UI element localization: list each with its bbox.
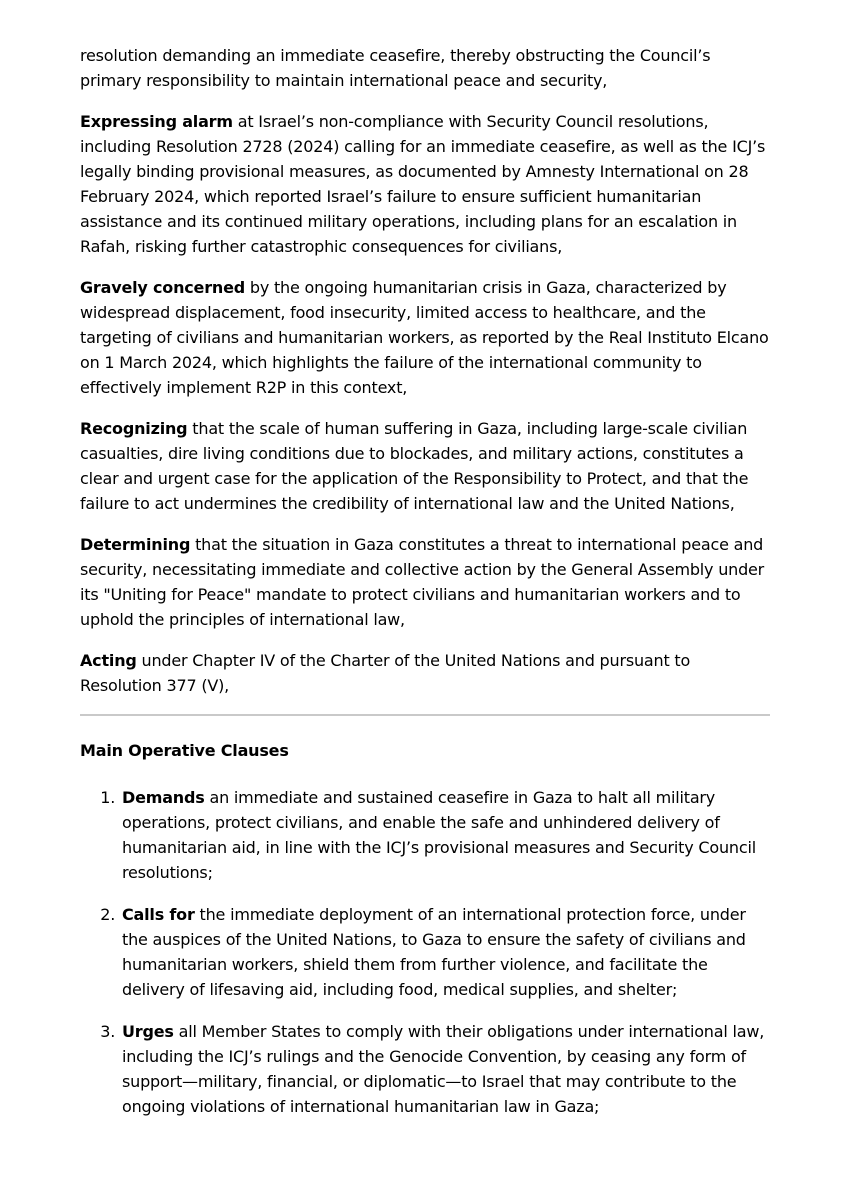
paragraph-text: that the scale of human suffering in Gaza, including large-scale civilian casualties, dire living conditions due to blockades, and military actions, constitutes a clear and urgent case for the application of the Responsibility to Protect, and that the failure to act undermines the credibility of international law and the United Nations, [80,419,749,513]
preamble-lead: Expressing alarm [80,112,233,131]
section-heading: Main Operative Clauses [80,741,289,760]
intro-continuation-paragraph [80,43,770,93]
preamble-lead: Gravely concerned [80,278,245,297]
section-divider [80,714,770,716]
preamble-paragraph-recognizing [80,416,770,516]
preamble-paragraph-determining [80,532,770,632]
preamble-paragraph-gravely-concerned [80,275,770,400]
clause-lead: Urges [122,1022,174,1041]
clause-lead: Calls for [122,905,195,924]
operative-clause-urges [120,1019,770,1119]
operative-clauses-list [80,785,770,1119]
preamble-lead: Recognizing [80,419,188,438]
paragraph-text: at Israel’s non-compliance with Security Council resolutions, including Resolution 2728 (2024) calling for an immediate ceasefire, as well as the ICJ’s legally binding provisional measures, as documented by Amnesty International on 28 February 2024, which reported Israel’s failure to ensure sufficient humanitarian assistance and its continued military operations, including plans for an escalation in Rafah, risking further catastrophic consequences for civilians, [80,112,766,256]
paragraph-text: under Chapter IV of the Charter of the United Nations and pursuant to Resolution 377 (V), [80,651,691,695]
preamble-lead: Acting [80,651,137,670]
operative-clause-demands [120,785,770,885]
document-page [80,0,770,1119]
operative-clause-calls-for [120,902,770,1002]
clause-text: all Member States to comply with their obligations under international law, including the ICJ’s rulings and the Genocide Convention, by ceasing any form of support—military, financial, or diplomatic—to Israel that may contribute to the ongoing violations of international humanitarian law in Gaza; [122,1022,765,1116]
paragraph-text: that the situation in Gaza constitutes a threat to international peace and security, necessitating immediate and collective action by the General Assembly under its "Uniting for Peace" mandate to protect civilians and humanitarian workers and to uphold the principles of international law, [80,535,765,629]
preamble-paragraph-acting [80,648,770,698]
paragraph-text: resolution demanding an immediate ceasefire, thereby obstructing the Council’s primary responsibility to maintain international peace and security, [80,46,711,90]
clause-text: an immediate and sustained ceasefire in Gaza to halt all military operations, protect civilians, and enable the safe and unhindered delivery of humanitarian aid, in line with the ICJ’s provisional measures and Security Council resolutions; [122,788,756,882]
clause-text: the immediate deployment of an international protection force, under the auspices of the United Nations, to Gaza to ensure the safety of civilians and humanitarian workers, shield them from further violence, and facilitate the delivery of lifesaving aid, including food, medical supplies, and shelter; [122,905,746,999]
paragraph-text: by the ongoing humanitarian crisis in Gaza, characterized by widespread displacement, food insecurity, limited access to healthcare, and the targeting of civilians and humanitarian workers, as reported by the Real Instituto Elcano on 1 March 2024, which highlights the failure of the international community to effectively implement R2P in this context, [80,278,769,397]
preamble-paragraph-expressing-alarm [80,109,770,259]
preamble-lead: Determining [80,535,191,554]
clause-lead: Demands [122,788,205,807]
